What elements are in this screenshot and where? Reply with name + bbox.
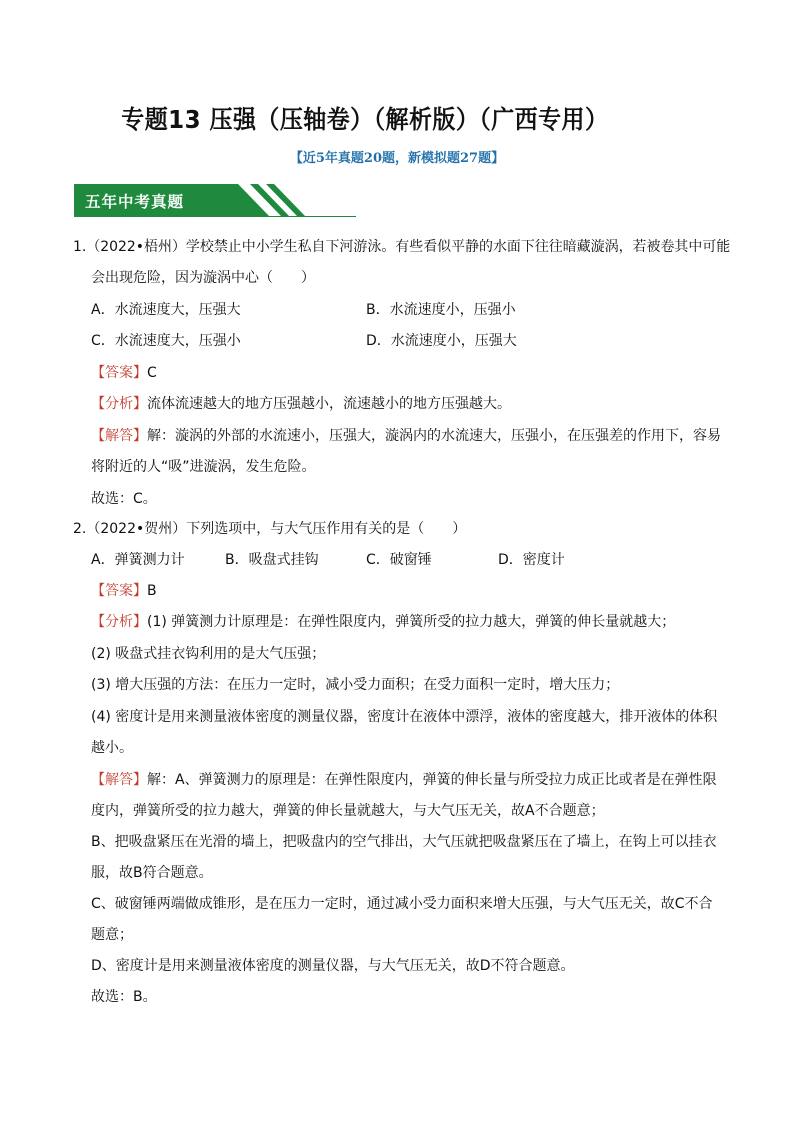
section-banner: [74, 184, 356, 218]
q1-stem-line1: 1.（2022•梧州）学校禁止中小学生私自下河游泳。有些看似平静的水面下往往暗藏漩涡，若被卷其中可能: [73, 239, 731, 255]
q2-stem: 2.（2022•贺州）下列选项中，与大气压作用有关的是（ ）: [73, 521, 467, 537]
q2-analysis-1: (1) 弹簧测力计原理是：在弹性限度内，弹簧所受的拉力越大，弹簧的伸长量就越大；: [147, 614, 676, 630]
q2-sol-a-line2: 度内，弹簧所受的拉力越大，弹簧的伸长量就越大，与大气压无关，故A不合题意；: [91, 803, 605, 819]
q2-option-c: C．破窗锤: [366, 552, 432, 568]
q1-analysis-text: 流体流速越大的地方压强越小，流速越小的地方压强越大。: [147, 396, 511, 412]
q1-solution-tag: 【解答】: [91, 428, 147, 444]
q2-analysis: [91, 612, 675, 632]
q2-sol-d: D、密度计是用来测量液体密度的测量仪器，与大气压无关，故D不符合题意。: [91, 958, 575, 974]
q1-answer-tag: 【答案】: [91, 365, 147, 381]
q2-answer-tag: 【答案】: [91, 583, 147, 599]
q2-answer: [91, 581, 157, 601]
q1-solution: [91, 426, 721, 446]
q2-solution: [91, 770, 717, 790]
q2-analysis-2: (2) 吸盘式挂衣钩利用的是大气压强；: [91, 646, 326, 662]
q2-answer-value: B: [147, 583, 157, 599]
q2-analysis-tag: 【分析】: [91, 614, 147, 630]
q2-sol-c-line2: 题意；: [91, 927, 133, 943]
q1-solution-line2: 将附近的人“吸”进漩涡，发生危险。: [91, 459, 316, 475]
q2-option-a: A．弹簧测力计: [91, 552, 185, 568]
q1-stem-line2: 会出现危险，因为漩涡中心（ ）: [91, 270, 315, 286]
q2-option-b: B．吸盘式挂钩: [225, 552, 319, 568]
q2-analysis-4-line2: 越小。: [91, 740, 133, 756]
q1-analysis: [91, 394, 511, 414]
q1-option-c: C．水流速度大，压强小: [91, 333, 241, 349]
q2-sol-b-line1: B、把吸盘紧压在光滑的墙上，把吸盘内的空气排出，大气压就把吸盘紧压在了墙上，在钩上可以挂衣: [91, 834, 717, 850]
q2-sol-b-line2: 服，故B符合题意。: [91, 865, 213, 881]
q1-option-a: A．水流速度大，压强大: [91, 302, 241, 318]
q2-analysis-3: (3) 增大压强的方法：在压力一定时，减小受力面积；在受力面积一定时，增大压力；: [91, 677, 620, 693]
q2-solution-tag: 【解答】: [91, 772, 147, 788]
q1-answer: [91, 363, 157, 383]
banner-stripes-icon: [204, 184, 334, 217]
q2-sol-c-line1: C、破窗锤两端做成锥形，是在压力一定时，通过减小受力面积来增大压强，与大气压无关，故C不合: [91, 896, 713, 912]
q2-option-d: D．密度计: [498, 552, 565, 568]
q1-option-d: D．水流速度小，压强大: [366, 333, 517, 349]
section-underline: [74, 216, 356, 217]
q1-answer-value: C: [147, 365, 157, 381]
q2-sol-a-line1: 解：A、弹簧测力的原理是：在弹性限度内，弹簧的伸长量与所受拉力成正比或者是在弹性限: [147, 772, 717, 788]
q1-analysis-tag: 【分析】: [91, 396, 147, 412]
page-title: 专题13 压强（压轴卷）（解析版）（广西专用）: [121, 105, 609, 134]
page-subtitle: 【近5年真题20题，新模拟题27题】: [289, 151, 505, 166]
q1-option-b: B．水流速度小，压强小: [366, 302, 516, 318]
q2-conclusion: 故选：B。: [91, 989, 157, 1005]
q1-conclusion: 故选：C。: [91, 491, 157, 507]
section-label: 五年中考真题: [85, 193, 185, 211]
q2-analysis-4-line1: (4) 密度计是用来测量液体密度的测量仪器，密度计在液体中漂浮，液体的密度越大，排开液体的体积: [91, 709, 718, 725]
q1-solution-line1: 解：漩涡的外部的水流速小，压强大，漩涡内的水流速大，压强小，在压强差的作用下，容易: [147, 428, 721, 444]
